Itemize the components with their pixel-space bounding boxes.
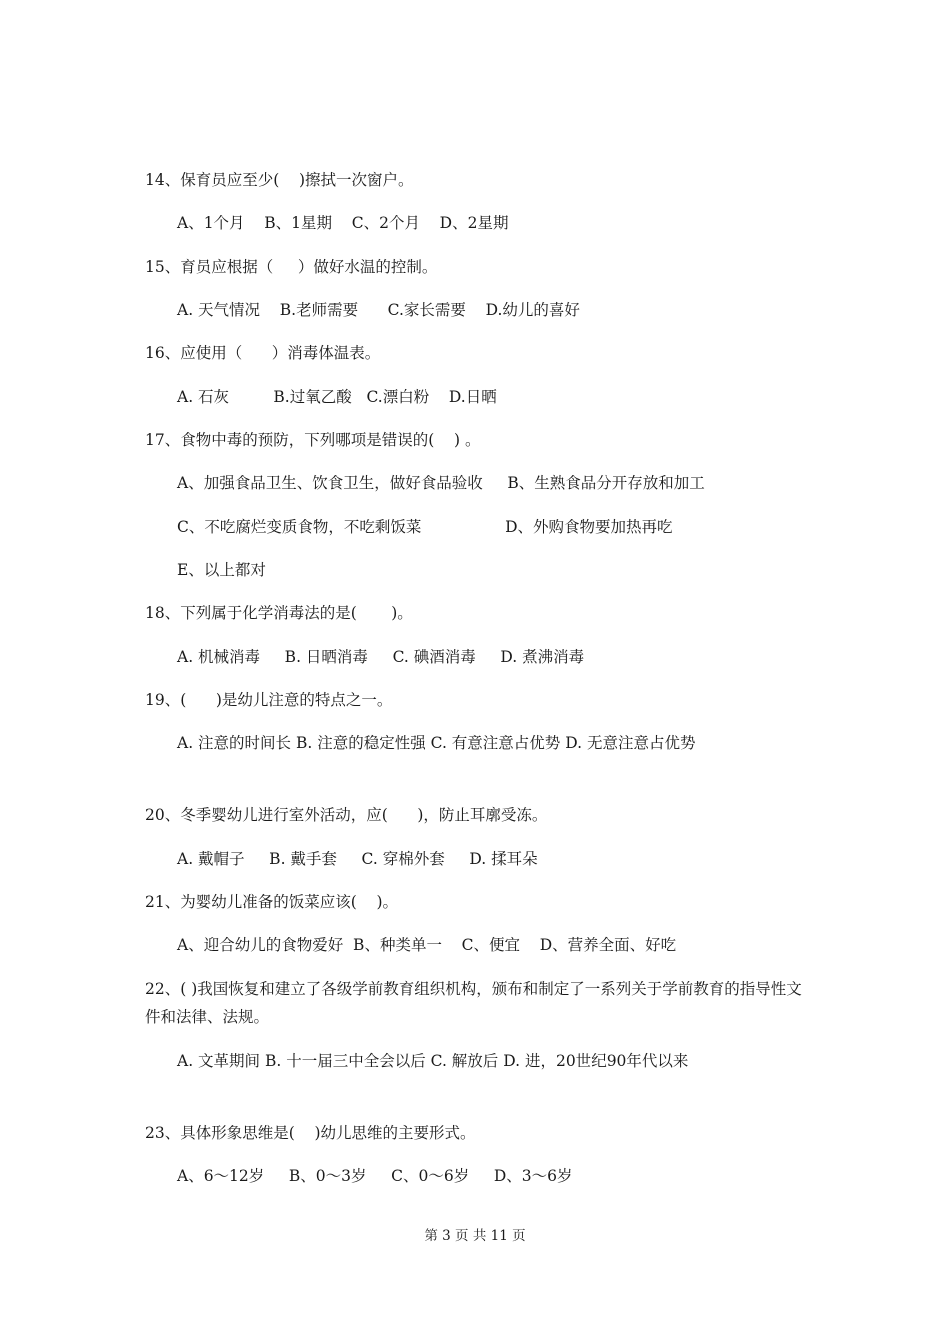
question-19: 19、( )是幼儿注意的特点之一。 bbox=[145, 691, 393, 709]
options-23: A、6～12岁 B、0～3岁 C、0～6岁 D、3～6岁 bbox=[177, 1167, 573, 1185]
question-17: 17、食物中毒的预防，下列哪项是错误的( ) 。 bbox=[145, 431, 481, 449]
page-footer: 第 3 页 共 11 页 bbox=[424, 1228, 526, 1244]
options-20: A. 戴帽子 B. 戴手套 C. 穿棉外套 D. 揉耳朵 bbox=[177, 850, 538, 868]
options-18: A. 机械消毒 B. 日晒消毒 C. 碘酒消毒 D. 煮沸消毒 bbox=[177, 648, 585, 666]
options-17-line-2: C、不吃腐烂变质食物，不吃剩饭菜 D、外购食物要加热再吃 bbox=[177, 518, 673, 536]
question-20: 20、冬季婴幼儿进行室外活动，应( )，防止耳廓受冻。 bbox=[145, 806, 548, 824]
options-22: A. 文革期间 B. 十一届三中全会以后 C. 解放后 D. 进，20世纪90年代以来 bbox=[177, 1052, 689, 1070]
question-22: 22、( )我国恢复和建立了各级学前教育组织机构，颁布和制定了一系列关于学前教育的指导性文件和法律、法规。 bbox=[145, 980, 802, 1026]
options-17-line-1: A、加强食品卫生、饮食卫生，做好食品验收 B、生熟食品分开存放和加工 bbox=[177, 474, 705, 492]
question-18: 18、下列属于化学消毒法的是( )。 bbox=[145, 604, 413, 622]
question-23: 23、具体形象思维是( )幼儿思维的主要形式。 bbox=[145, 1124, 476, 1142]
question-15: 15、育员应根据（ ）做好水温的控制。 bbox=[145, 258, 438, 276]
options-15: A. 天气情况 B.老师需要 C.家长需要 D.幼儿的喜好 bbox=[177, 301, 580, 319]
question-14: 14、保育员应至少( )擦拭一次窗户。 bbox=[145, 171, 414, 189]
options-21: A、迎合幼儿的食物爱好 B、种类单一 C、便宜 D、营养全面、好吃 bbox=[177, 936, 677, 954]
question-16: 16、应使用（ ）消毒体温表。 bbox=[145, 344, 381, 362]
options-19: A. 注意的时间长 B. 注意的稳定性强 C. 有意注意占优势 D. 无意注意占优势 bbox=[177, 734, 696, 752]
options-14: A、1个月 B、1星期 C、2个月 D、2星期 bbox=[177, 214, 509, 232]
question-21: 21、为婴幼儿准备的饭菜应该( )。 bbox=[145, 893, 399, 911]
options-16: A. 石灰 B.过氧乙酸 C.漂白粉 D.日晒 bbox=[177, 388, 497, 406]
options-17-line-3: E、以上都对 bbox=[177, 561, 266, 579]
